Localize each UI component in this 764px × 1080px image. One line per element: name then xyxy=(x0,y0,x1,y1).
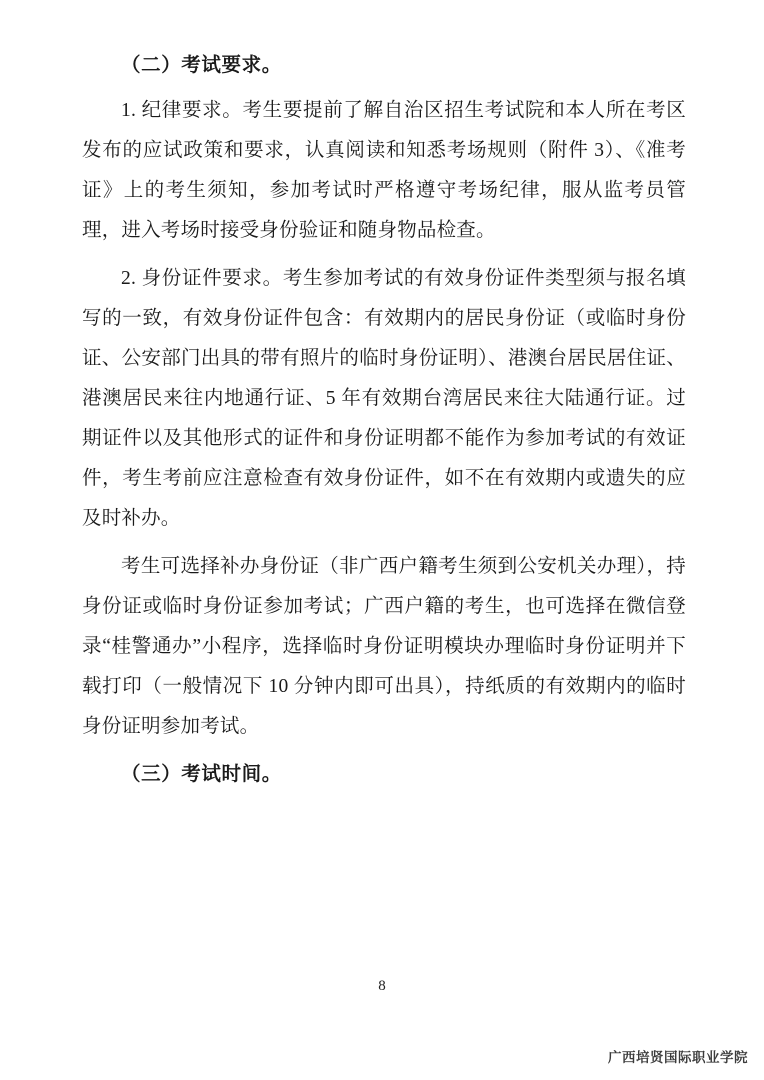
section-heading-exam-time: （三）考试时间。 xyxy=(121,764,282,785)
paragraph-temporary-id-handling: 考生可选择补办身份证（非广西户籍考生须到公安机关办理），持身份证或临时身份证参加考试；广西户籍的考生，也可选择在微信登录“桂警通办”小程序，选择临时身份证明模块办理临时身份证明并下载打印（一般情况下 10 分钟内即可出具），持纸质的有效期内的临时身份证明参加考试。 xyxy=(82,556,686,737)
section-heading-exam-requirements: （二）考试要求。 xyxy=(121,55,282,76)
paragraph-discipline-requirements: 1. 纪律要求。考生要提前了解自治区招生考试院和本人所在考区发布的应试政策和要求，认真阅读和知悉考场规则（附件 3）、《准考证》上的考生须知，参加考试时严格遵守考场纪律，服从监考员管理，进入考场时接受身份验证和随身物品检查。 xyxy=(82,100,686,241)
document-body xyxy=(82,46,686,795)
page-number: 8 xyxy=(378,978,386,994)
footer-institution-name: 广西培贤国际职业学院 xyxy=(608,1050,748,1065)
paragraph-id-document-requirements: 2. 身份证件要求。考生参加考试的有效身份证件类型须与报名填写的一致，有效身份证件包含：有效期内的居民身份证（或临时身份证、公安部门出具的带有照片的临时身份证明）、港澳台居民居住证、港澳居民来往内地通行证、5 年有效期台湾居民来往大陆通行证。过期证件以及其他形式的证件和身份证明都不能作为参加考试的有效证件，考生考前应注意检查有效身份证件，如不在有效期内或遗失的应及时补办。 xyxy=(82,268,686,529)
